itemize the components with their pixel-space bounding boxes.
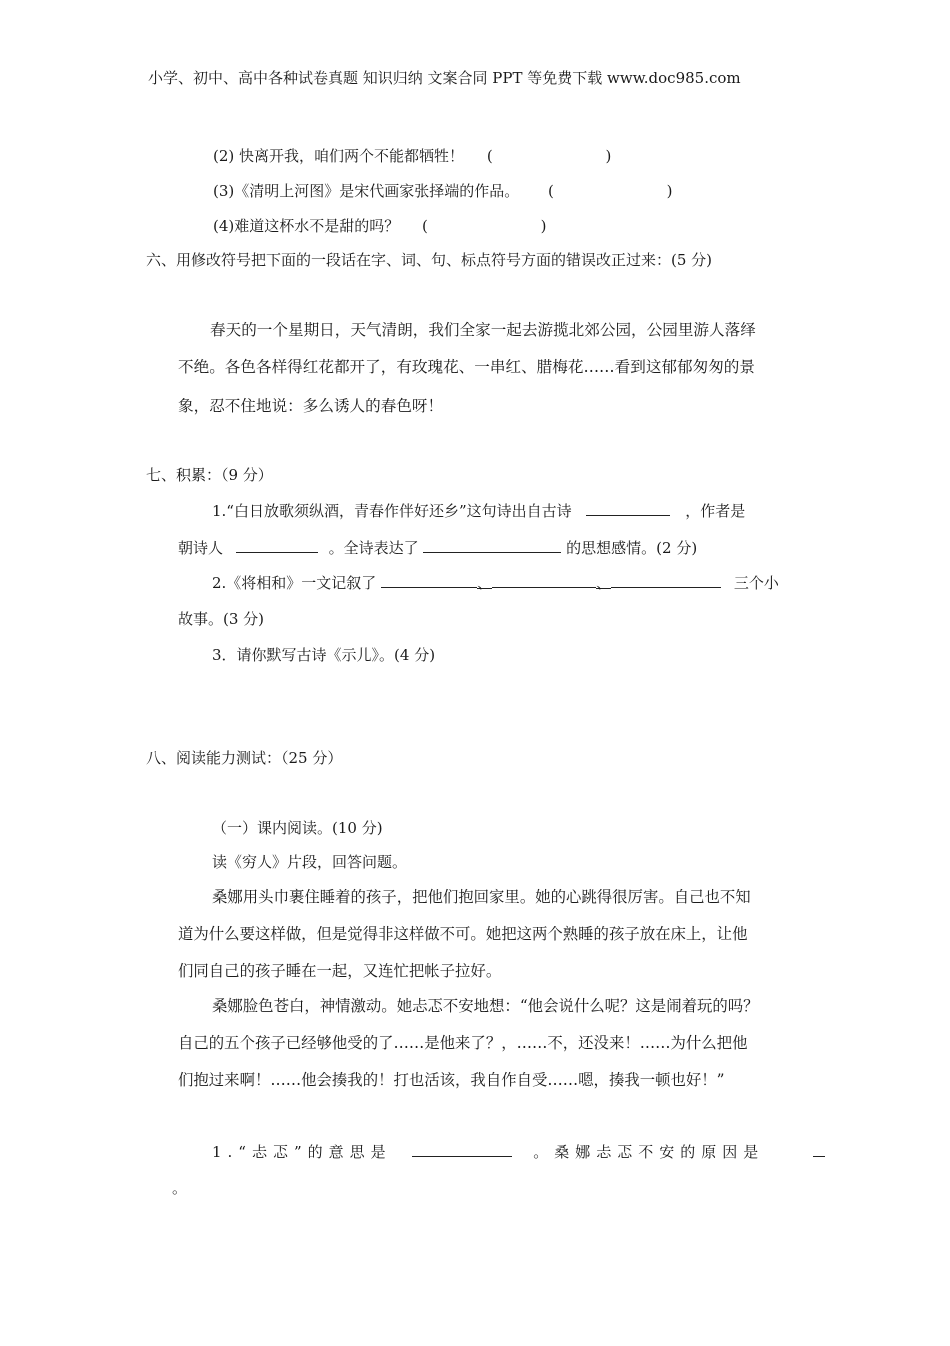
section6-passage-line2: 不绝。各色各样得红花都开了，有玫瑰花、一串红、腊梅花……看到这郁郁匆匆的景: [178, 358, 755, 376]
section7-question2-line1: [212, 572, 779, 593]
answer-paren-close: ): [666, 182, 673, 200]
passage-p2-line2: 自己的五个孩子已经够他受的了……是他来了？，……不，还没来！……为什么把他: [178, 1034, 748, 1052]
section6-passage-line3: 象，忍不住地说：多么诱人的春色呀！: [178, 397, 444, 415]
judge-question-2: [213, 146, 611, 166]
reading-question1: [212, 1141, 825, 1162]
q1-text-c: 朝诗人: [178, 539, 224, 557]
section7-title: 七、积累：（9 分）: [146, 466, 273, 484]
poem-title-blank[interactable]: [586, 500, 670, 516]
reading-question1-end: 。: [172, 1179, 188, 1197]
answer-paren-open: (: [486, 147, 493, 165]
story-blank-3[interactable]: [611, 572, 721, 588]
story-blank-1[interactable]: [381, 572, 477, 588]
passage-p1-line3: 们同自己的孩子睡在一起，又连忙把帐子拉好。: [178, 962, 502, 980]
rq1-text-a: 1.“忐忑”的意思是: [212, 1143, 392, 1161]
dynasty-blank[interactable]: [236, 537, 318, 553]
story-separator-2: 、: [596, 574, 612, 592]
emotion-blank[interactable]: [423, 537, 561, 553]
rq1-text-b: 。桑娜忐忑不安的原因是: [533, 1143, 765, 1161]
section6-passage-line1: 春天的一个星期日，天气清朗，我们全家一起去游揽北郊公园，公园里游人落绎: [210, 321, 756, 339]
story-separator-1: 、: [477, 574, 493, 592]
reading-instruction: 读《穷人》片段，回答问题。: [212, 853, 408, 871]
meaning-blank[interactable]: [412, 1141, 512, 1157]
answer-paren-close: ): [605, 147, 612, 165]
passage-p1-line1: 桑娜用头巾裹住睡着的孩子，把他们抱回家里。她的心跳得很厉害。自己也不知: [212, 888, 751, 906]
answer-paren-open: (: [422, 217, 428, 235]
section7-question1-line2: [178, 537, 697, 558]
judge-question-3: [213, 181, 673, 201]
answer-paren-close: ): [540, 217, 547, 235]
q1-text-a: 1.“白日放歌须纵酒，青春作伴好还乡”这句诗出自古诗: [212, 502, 572, 520]
section7-question1-line1: [212, 500, 745, 521]
passage-p2-line3: 们抱过来啊！……他会揍我的！打也活该，我自作自受……嗯，揍我一顿也好！”: [178, 1071, 725, 1089]
section7-question3: 3．请你默写古诗《示儿》。(4 分): [212, 646, 436, 664]
section6-title: 六、用修改符号把下面的一段话在字、词、句、标点符号方面的错误改正过来：(5 分): [146, 251, 713, 269]
question-text: (2) 快离开我，咱们两个不能都牺牲！: [213, 147, 465, 165]
story-blank-2[interactable]: [492, 572, 596, 588]
passage-p2-line1: 桑娜脸色苍白，神情激动。她忐忑不安地想：“他会说什么呢？这是闹着玩的吗？: [212, 997, 759, 1015]
reason-blank[interactable]: [813, 1141, 825, 1157]
q1-text-d: 。全诗表达了: [328, 539, 419, 557]
q2-text-a: 2.《将相和》一文记叙了: [212, 574, 377, 592]
question-text: (4)难道这杯水不是甜的吗？: [213, 217, 400, 235]
answer-paren-open: (: [548, 182, 554, 200]
passage-p1-line2: 道为什么要这样做，但是觉得非这样做不可。她把这两个熟睡的孩子放在床上，让他: [178, 925, 748, 943]
section8-title: 八、阅读能力测试：（25 分）: [146, 749, 343, 767]
question-text: (3)《清明上河图》是宋代画家张择端的作品。: [213, 182, 520, 200]
judge-question-4: [213, 216, 547, 236]
q2-text-b: 三个小: [733, 574, 779, 592]
page-header: 小学、初中、高中各种试卷真题 知识归纳 文案合同 PPT 等免费下载 www.doc985.com: [148, 69, 741, 87]
q1-text-b: ，作者是: [685, 502, 746, 520]
section7-question2-line2: 故事。(3 分): [178, 610, 265, 628]
q1-text-e: 的思想感情。(2 分): [566, 539, 698, 557]
section8-subsection1: （一）课内阅读。(10 分): [212, 819, 383, 837]
